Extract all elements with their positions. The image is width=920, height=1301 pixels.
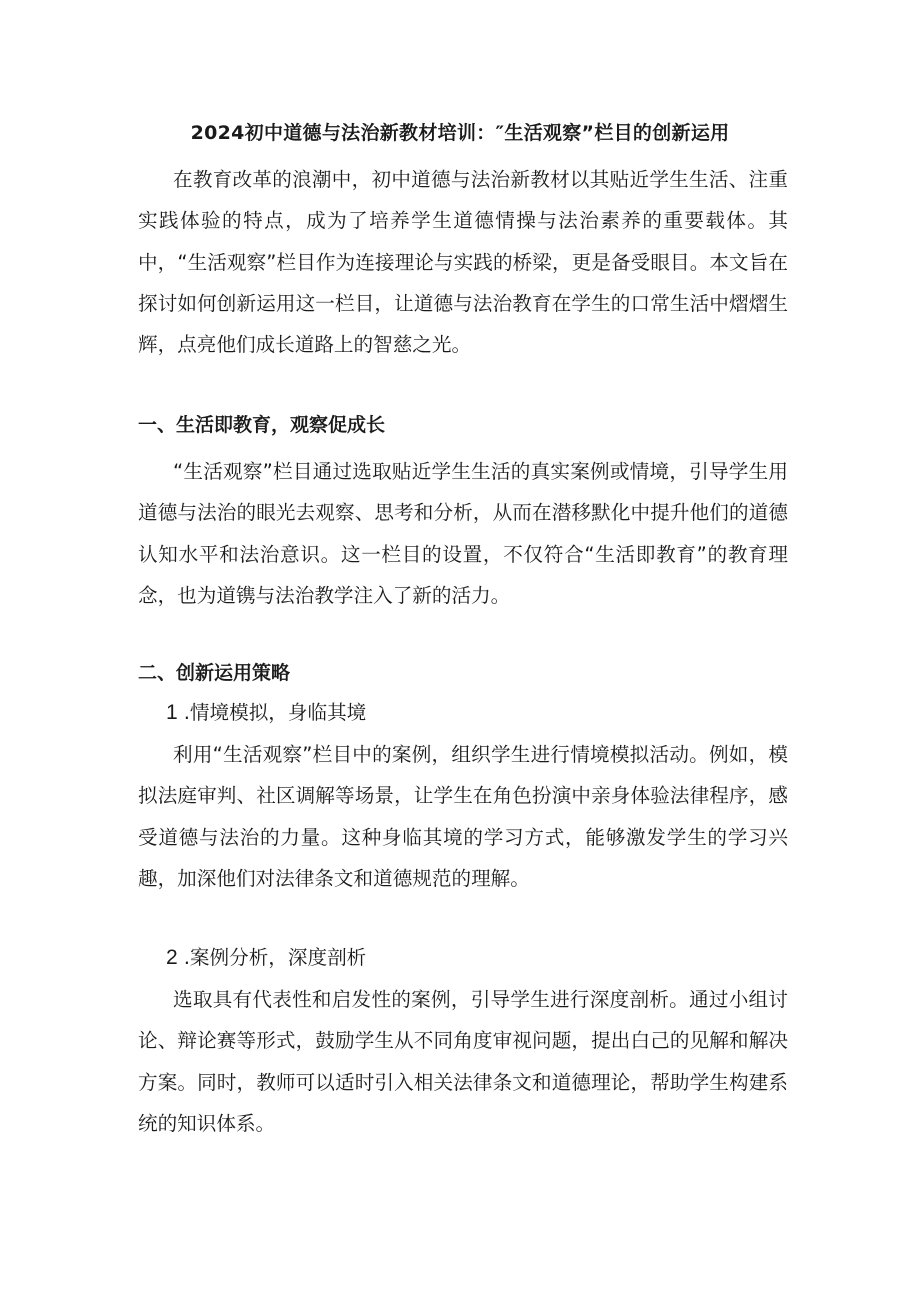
subsection-2-heading [166,941,366,970]
section-2-heading: 二、创新运用策略 [138,662,291,684]
subsection-1-paragraph: 利用“生活观察”栏目中的案例，组织学生进行情境模拟活动。例如，模拟法庭审判、社区调解等场景，让学生在角色扮演中亲身体验法律程序，感受道德与法治的力量。这种身临其境的学习方式，能够激发学生的学习兴趣，加深他们对法律条文和道德规范的理解。 [138,743,788,890]
subsection-2-paragraph: 选取具有代表性和启发性的案例，引导学生进行深度剖析。通过小组讨论、辩论赛等形式，鼓励学生从不同角度审视问题，提出白己的见解和解决方案。同时，教师可以适时引入相关法律条文和道德理论，帮助学生构建系统的知识体系。 [138,988,788,1135]
subsection-2-title: .案例分析，深度剖析 [183,946,367,969]
subsection-1-number: 1 [166,701,178,724]
subsection-2-number: 2 [166,946,178,969]
subsection-1-title: .情境模拟，身临其境 [183,701,367,724]
document-title: 2024初中道德与法治新教材培训：″生活观察”栏目的创新运用 [190,122,730,144]
section-1-paragraph: “生活观察”栏目通过选取贴近学生生活的真实案例或情境，引导学生用道德与法治的眼光去观察、思考和分析，从而在潜移默化中提升他们的道德认知水平和法治意识。这一栏目的设置，不仅符合“生活即教育”的教育理念，也为道镌与法治教学注入了新的活力。 [138,460,788,607]
section-1-heading: 一、生活即教育，观察促成长 [138,414,386,436]
subsection-1-heading [166,696,366,725]
intro-paragraph: 在教育改革的浪潮中，初中道德与法治新教材以其贴近学生生活、注重实践体验的特点，成为了培养学生道德情操与法治素养的重要载体。其中，“生活观察”栏目作为连接理论与实践的桥梁，更是备受眼目。本文旨在探讨如何创新运用这一栏目，让道德与法治教育在学生的口常生活中熠熠生辉，点亮他们成长道路上的智慈之光。 [138,168,788,357]
